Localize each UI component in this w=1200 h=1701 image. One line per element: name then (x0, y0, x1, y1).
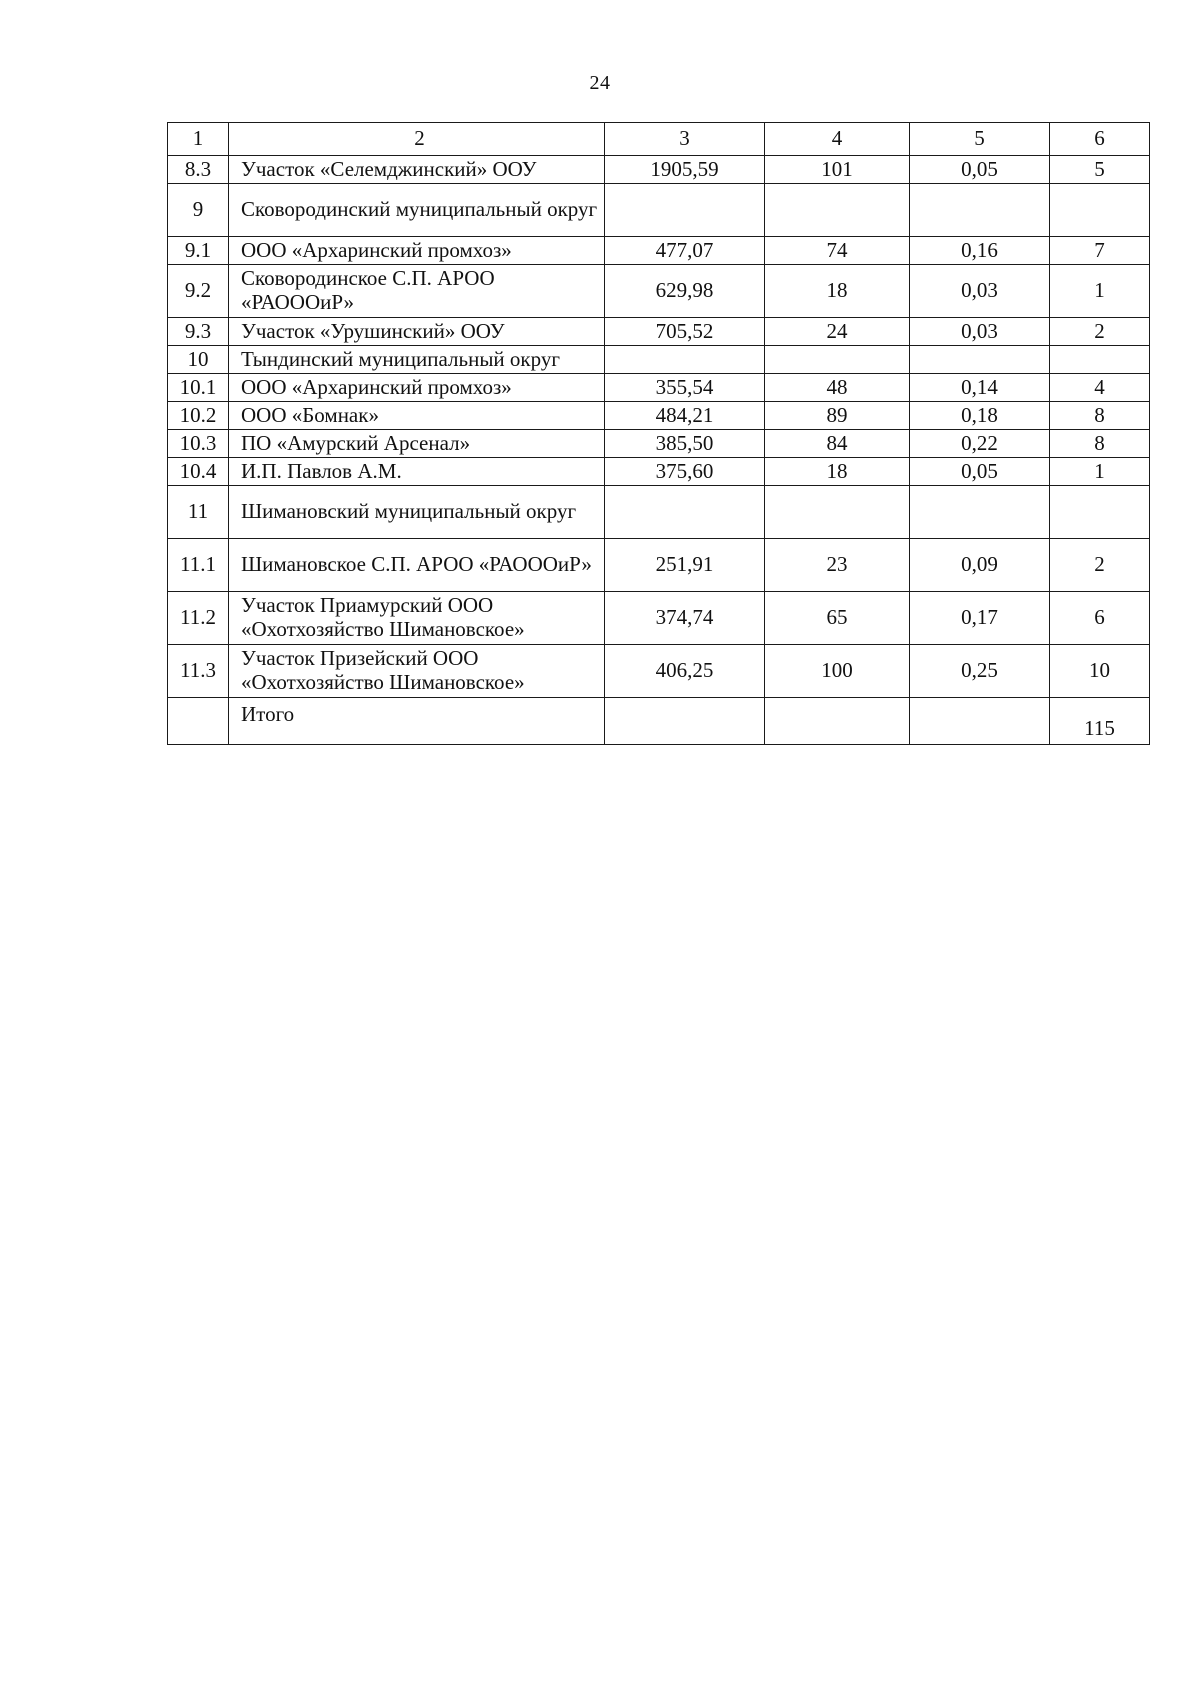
row-name-cell: Шимановское С.П. АРОО «РАОООиР» (229, 539, 605, 592)
row-col4-cell (765, 346, 910, 374)
row-number-cell: 10.1 (168, 374, 229, 402)
row-col6-cell: 8 (1050, 430, 1150, 458)
row-number-cell: 9.3 (168, 318, 229, 346)
total-empty-cell (168, 698, 229, 745)
row-col5-cell: 0,05 (910, 156, 1050, 184)
row-number-cell: 10 (168, 346, 229, 374)
row-col4-cell: 48 (765, 374, 910, 402)
row-col3-cell (605, 184, 765, 237)
row-col4-cell: 100 (765, 645, 910, 698)
row-name-cell: ООО «Бомнак» (229, 402, 605, 430)
row-col4-cell (765, 184, 910, 237)
table-row (168, 486, 1150, 539)
table-row (168, 374, 1150, 402)
row-col5-cell: 0,05 (910, 458, 1050, 486)
row-col5-cell: 0,18 (910, 402, 1050, 430)
header-cell-6: 6 (1050, 123, 1150, 156)
total-row (168, 698, 1150, 745)
row-col3-cell: 477,07 (605, 237, 765, 265)
table-row (168, 402, 1150, 430)
table-row (168, 318, 1150, 346)
row-col6-cell: 4 (1050, 374, 1150, 402)
row-col4-cell: 23 (765, 539, 910, 592)
row-col6-cell: 2 (1050, 539, 1150, 592)
row-number-cell: 10.4 (168, 458, 229, 486)
row-col4-cell: 101 (765, 156, 910, 184)
row-number-cell: 10.3 (168, 430, 229, 458)
row-number-cell: 9 (168, 184, 229, 237)
header-row (168, 123, 1150, 156)
header-cell-3: 3 (605, 123, 765, 156)
row-col6-cell (1050, 486, 1150, 539)
table-row (168, 156, 1150, 184)
row-col3-cell (605, 486, 765, 539)
table-row (168, 539, 1150, 592)
row-col5-cell: 0,22 (910, 430, 1050, 458)
row-name-cell: Участок «Селемджинский» ООУ (229, 156, 605, 184)
row-col5-cell (910, 486, 1050, 539)
row-name-cell: Сковородинское С.П. АРОО «РАОООиР» (229, 265, 605, 318)
row-col3-cell: 385,50 (605, 430, 765, 458)
row-name-cell: И.П. Павлов А.М. (229, 458, 605, 486)
total-empty-cell (605, 698, 765, 745)
row-number-cell: 8.3 (168, 156, 229, 184)
row-col6-cell: 8 (1050, 402, 1150, 430)
header-cell-1: 1 (168, 123, 229, 156)
row-col3-cell: 375,60 (605, 458, 765, 486)
row-col5-cell: 0,14 (910, 374, 1050, 402)
row-col6-cell: 2 (1050, 318, 1150, 346)
header-cell-5: 5 (910, 123, 1050, 156)
row-col5-cell: 0,25 (910, 645, 1050, 698)
row-col3-cell: 629,98 (605, 265, 765, 318)
row-number-cell: 11.3 (168, 645, 229, 698)
table-body (168, 123, 1150, 745)
row-number-cell: 10.2 (168, 402, 229, 430)
row-col5-cell (910, 346, 1050, 374)
row-col6-cell: 1 (1050, 458, 1150, 486)
row-col6-cell: 1 (1050, 265, 1150, 318)
row-number-cell: 11.1 (168, 539, 229, 592)
row-col6-cell (1050, 346, 1150, 374)
row-name-cell: Сковородинский муниципальный округ (229, 184, 605, 237)
table-row (168, 645, 1150, 698)
table-row (168, 184, 1150, 237)
row-col4-cell: 24 (765, 318, 910, 346)
row-number-cell: 9.2 (168, 265, 229, 318)
row-col3-cell: 355,54 (605, 374, 765, 402)
table-row (168, 265, 1150, 318)
row-col3-cell (605, 346, 765, 374)
table-row (168, 346, 1150, 374)
row-col5-cell: 0,16 (910, 237, 1050, 265)
page-number: 24 (589, 72, 611, 94)
row-col3-cell: 406,25 (605, 645, 765, 698)
row-name-cell: Участок Приамурский ООО «Охотхозяйство Шимановское» (229, 592, 605, 645)
row-name-cell: Шимановский муниципальный округ (229, 486, 605, 539)
row-name-cell: Тындинский муниципальный округ (229, 346, 605, 374)
header-cell-4: 4 (765, 123, 910, 156)
row-col5-cell (910, 184, 1050, 237)
row-col6-cell: 6 (1050, 592, 1150, 645)
row-col3-cell: 705,52 (605, 318, 765, 346)
row-col4-cell: 18 (765, 265, 910, 318)
row-col4-cell: 74 (765, 237, 910, 265)
row-name-cell: ООО «Архаринский промхоз» (229, 237, 605, 265)
table-row (168, 430, 1150, 458)
row-name-cell: ПО «Амурский Арсенал» (229, 430, 605, 458)
row-name-cell: Участок «Урушинский» ООУ (229, 318, 605, 346)
data-table (167, 122, 1150, 745)
row-col5-cell: 0,03 (910, 318, 1050, 346)
row-col4-cell (765, 486, 910, 539)
total-empty-cell (765, 698, 910, 745)
row-col3-cell: 484,21 (605, 402, 765, 430)
row-col6-cell (1050, 184, 1150, 237)
row-col4-cell: 89 (765, 402, 910, 430)
row-name-cell: Участок Призейский ООО «Охотхозяйство Шимановское» (229, 645, 605, 698)
table-row (168, 592, 1150, 645)
row-col6-cell: 10 (1050, 645, 1150, 698)
table-row (168, 237, 1150, 265)
row-col6-cell: 5 (1050, 156, 1150, 184)
total-empty-cell (910, 698, 1050, 745)
row-col5-cell: 0,17 (910, 592, 1050, 645)
row-col4-cell: 18 (765, 458, 910, 486)
row-col3-cell: 374,74 (605, 592, 765, 645)
row-col4-cell: 65 (765, 592, 910, 645)
total-value-cell: 115 (1050, 698, 1150, 745)
row-number-cell: 11.2 (168, 592, 229, 645)
row-number-cell: 11 (168, 486, 229, 539)
header-cell-2: 2 (229, 123, 605, 156)
row-col5-cell: 0,03 (910, 265, 1050, 318)
row-col3-cell: 251,91 (605, 539, 765, 592)
row-col3-cell: 1905,59 (605, 156, 765, 184)
row-col6-cell: 7 (1050, 237, 1150, 265)
row-number-cell: 9.1 (168, 237, 229, 265)
row-col4-cell: 84 (765, 430, 910, 458)
table-row (168, 458, 1150, 486)
total-label-cell: Итого (229, 698, 605, 745)
row-name-cell: ООО «Архаринский промхоз» (229, 374, 605, 402)
row-col5-cell: 0,09 (910, 539, 1050, 592)
